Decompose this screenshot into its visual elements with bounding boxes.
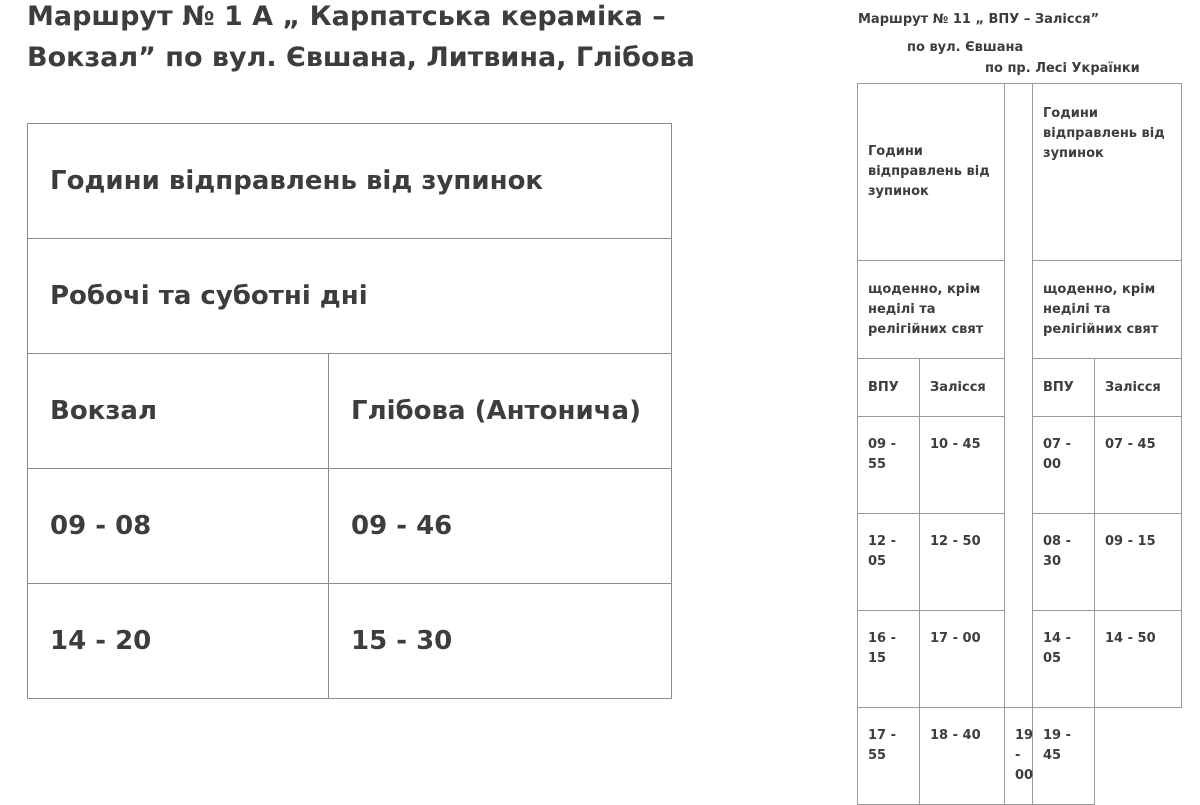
table-row [28, 124, 672, 239]
time-cell: 08 - 30 [1033, 514, 1095, 611]
route-11-subtitle-street: по вул. Євшана [907, 40, 1024, 55]
time-cell: 17 - 55 [858, 708, 920, 805]
time-cell: 17 - 00 [920, 611, 1005, 708]
column-header-zalissia: Залісся [1095, 359, 1182, 417]
time-cell: 16 - 15 [858, 611, 920, 708]
route-11-schedule-table [857, 83, 1182, 805]
table-row [28, 239, 672, 354]
schedule-days-right: щоденно, крім неділі та релігійних свят [1033, 261, 1182, 359]
time-cell: 07 - 45 [1095, 417, 1182, 514]
column-header-zalissia: Залісся [920, 359, 1005, 417]
time-cell: 07 - 00 [1033, 417, 1095, 514]
route-1a-title: Маршрут № 1 А „ Карпатська кераміка – Вокзал” по вул. Євшана, Литвина, Глібова [27, 1, 695, 73]
table-row [858, 708, 1182, 805]
column-header-vokzal: Вокзал [28, 354, 329, 469]
route-11-title: Маршрут № 11 „ ВПУ – Залісся” [858, 12, 1100, 27]
route-1a-schedule-table [27, 123, 672, 699]
time-cell: 14 - 50 [1095, 611, 1182, 708]
table-row [858, 84, 1182, 261]
column-header-hlibova: Глібова (Антонича) [329, 354, 672, 469]
time-cell: 12 - 05 [858, 514, 920, 611]
time-cell: 14 - 20 [28, 584, 329, 699]
time-cell: 10 - 45 [920, 417, 1005, 514]
schedule-header-left: Години відправлень від зупинок [858, 84, 1005, 261]
schedule-days: Робочі та суботні дні [28, 239, 672, 354]
time-cell: 19 - 00 [1005, 708, 1033, 805]
time-cell: 09 - 15 [1095, 514, 1182, 611]
table-row [28, 469, 672, 584]
schedule-days-left: щоденно, крім неділі та релігійних свят [858, 261, 1005, 359]
time-cell: 19 - 45 [1033, 708, 1095, 805]
schedule-header: Години відправлень від зупинок [28, 124, 672, 239]
time-cell: 12 - 50 [920, 514, 1005, 611]
time-cell: 18 - 40 [920, 708, 1005, 805]
table-divider-column [1005, 84, 1033, 708]
table-row [28, 584, 672, 699]
time-cell: 09 - 55 [858, 417, 920, 514]
time-cell: 09 - 46 [329, 469, 672, 584]
column-header-vpu: ВПУ [1033, 359, 1095, 417]
time-cell: 15 - 30 [329, 584, 672, 699]
route-11-subtitle-avenue: по пр. Лесі Українки [985, 61, 1140, 76]
schedule-header-right: Години відправлень від зупинок [1033, 84, 1182, 261]
table-row [28, 354, 672, 469]
time-cell: 14 - 05 [1033, 611, 1095, 708]
column-header-vpu: ВПУ [858, 359, 920, 417]
time-cell: 09 - 08 [28, 469, 329, 584]
